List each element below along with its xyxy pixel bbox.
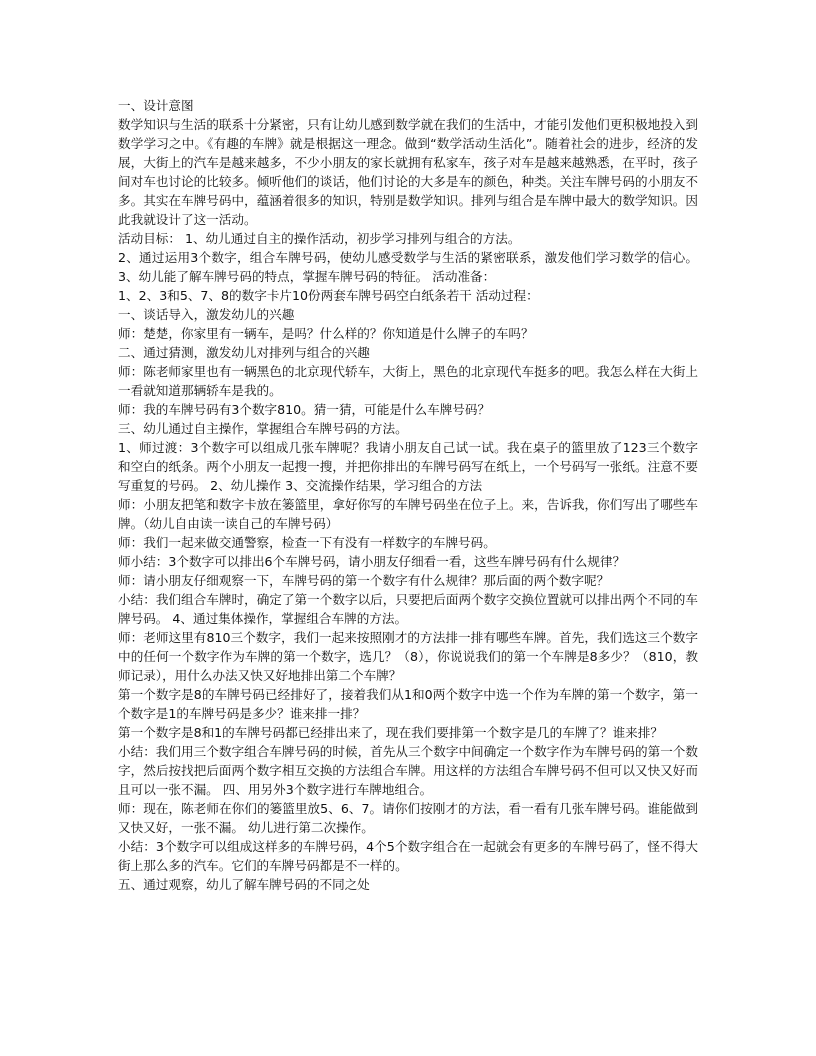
document-body (118, 96, 698, 894)
paragraph-transition: 1、师过渡：3个数字可以组成几张车牌呢？我请小朋友自己试一试。我在桌子的篮里放了123三个数字和空白的纸条。两个小朋友一起搜一搜，并把你排出的车牌号码写在纸上，一个号码写一张纸。注意不要写重复的号码。 2、幼儿操作 3、交流操作结果，学习组合的方法 (118, 440, 698, 493)
paragraph-activity-materials: 1、2、3和5、7、8的数字卡片10份两套车牌号码空白纸条若干 活动过程： (118, 288, 539, 303)
section-heading-step-5: 五、通过观察，幼儿了解车牌号码的不同之处 (118, 877, 370, 892)
paragraph-dialogue: 师：现在，陈老师在你们的篓篮里放5、6、7。请你们按刚才的方法，看一看有几张车牌号码。谁能做到又快又好，一张不漏。 幼儿进行第二次操作。 (118, 801, 698, 835)
paragraph-summary: 小结：3个数字可以组成这样多的车牌号码，4个5个数字组合在一起就会有更多的车牌号码了，怪不得大街上那么多的汽车。它们的车牌号码都是不一样的。 (118, 839, 698, 873)
paragraph-dialogue: 师：楚楚，你家里有一辆车，是吗？什么样的？你知道是什么牌子的车吗？ (118, 326, 534, 341)
section-heading-step-2: 二、通过猜测，激发幼儿对排列与组合的兴趣 (118, 345, 370, 360)
paragraph-dialogue: 师：请小朋友仔细观察一下，车牌号码的第一个数字有什么规律？那后面的两个数字呢？ (118, 573, 610, 588)
paragraph-explanation: 第一个数字是8的车牌号码已经排好了，接着我们从1和0两个数字中选一个作为车牌的第一个数字，第一个数字是1的车牌号码是多少？谁来排一排？ (118, 687, 698, 721)
paragraph-summary: 师小结：3个数字可以排出6个车牌号码，请小朋友仔细看一看，这些车牌号码有什么规律？ (118, 554, 626, 569)
paragraph-dialogue: 师：我们一起来做交通警察，检查一下有没有一样数字的车牌号码。 (118, 535, 496, 550)
paragraph-design-intent: 数学知识与生活的联系十分紧密，只有让幼儿感到数学就在我们的生活中，才能引发他们更积极地投入到数学学习之中。《有趣的车牌》就是根据这一理念。做到“数学活动生活化”。随着社会的进步，经济的发展，大街上的汽车是越来越多，不少小朋友的家长就拥有私家车，孩子对车是越来越熟悉，在平时，孩子间对车也讨论的比较多。倾听他们的谈话，他们讨论的大多是车的颜色，种类。关注车牌号码的小朋友不多。其实在车牌号码中，蕴涵着很多的知识，特别是数学知识。排列与组合是车牌中最大的数学知识。因此我就设计了这一活动。 (118, 117, 698, 227)
paragraph-activity-goal-1: 活动目标： 1、幼儿通过自主的操作活动，初步学习排列与组合的方法。 (118, 231, 521, 246)
paragraph-dialogue: 师：老师这里有810三个数字，我们一起来按照刚才的方法排一排有哪些车牌。首先，我们选这三个数字中的任何一个数字作为车牌的第一个数字，选几？（8），你说说我们的第一个车牌是8多少？（810，教师记录），用什么办法又快又好地排出第二个车牌？ (118, 630, 698, 683)
paragraph-summary: 小结：我们组合车牌时，确定了第一个数字以后，只要把后面两个数字交换位置就可以排出两个不同的车牌号码。 4、通过集体操作，掌握组合车牌的方法。 (118, 592, 698, 626)
paragraph-dialogue: 师：陈老师家里也有一辆黑色的北京现代轿车，大街上，黑色的北京现代车挺多的吧。我怎么样在大街上一看就知道那辆轿车是我的。 (118, 364, 698, 398)
paragraph-summary: 小结：我们用三个数字组合车牌号码的时候，首先从三个数字中间确定一个数字作为车牌号码的第一个数字，然后按找把后面两个数字相互交换的方法组合车牌。用这样的方法组合车牌号码不但可以又快又好而且可以一张不漏。 四、用另外3个数字进行车牌地组合。 (118, 744, 698, 797)
paragraph-activity-goals-2-3: 2、通过运用3个数字，组合车牌号码，使幼儿感受数学与生活的紧密联系，激发他们学习数学的信心。 3、幼儿能了解车牌号码的特点，掌握车牌号码的特征。 活动准备： (118, 250, 698, 284)
paragraph-explanation: 第一个数字是8和1的车牌号码都已经排出来了，现在我们要排第一个数字是几的车牌了？谁来排？ (118, 725, 663, 740)
section-heading-step-3: 三、幼儿通过自主操作，掌握组合车牌号码的方法。 (118, 421, 408, 436)
section-heading-step-1: 一、谈话导入，激发幼儿的兴趣 (118, 307, 295, 322)
paragraph-dialogue: 师：我的车牌号码有3个数字810。猜一猜，可能是什么车牌号码？ (118, 402, 491, 417)
section-heading-design-intent: 一、设计意图 (118, 98, 194, 113)
paragraph-dialogue: 师：小朋友把笔和数字卡放在篓篮里，拿好你写的车牌号码坐在位子上。来，告诉我，你们写出了哪些车牌。（幼儿自由读一读自己的车牌号码） (118, 497, 698, 531)
